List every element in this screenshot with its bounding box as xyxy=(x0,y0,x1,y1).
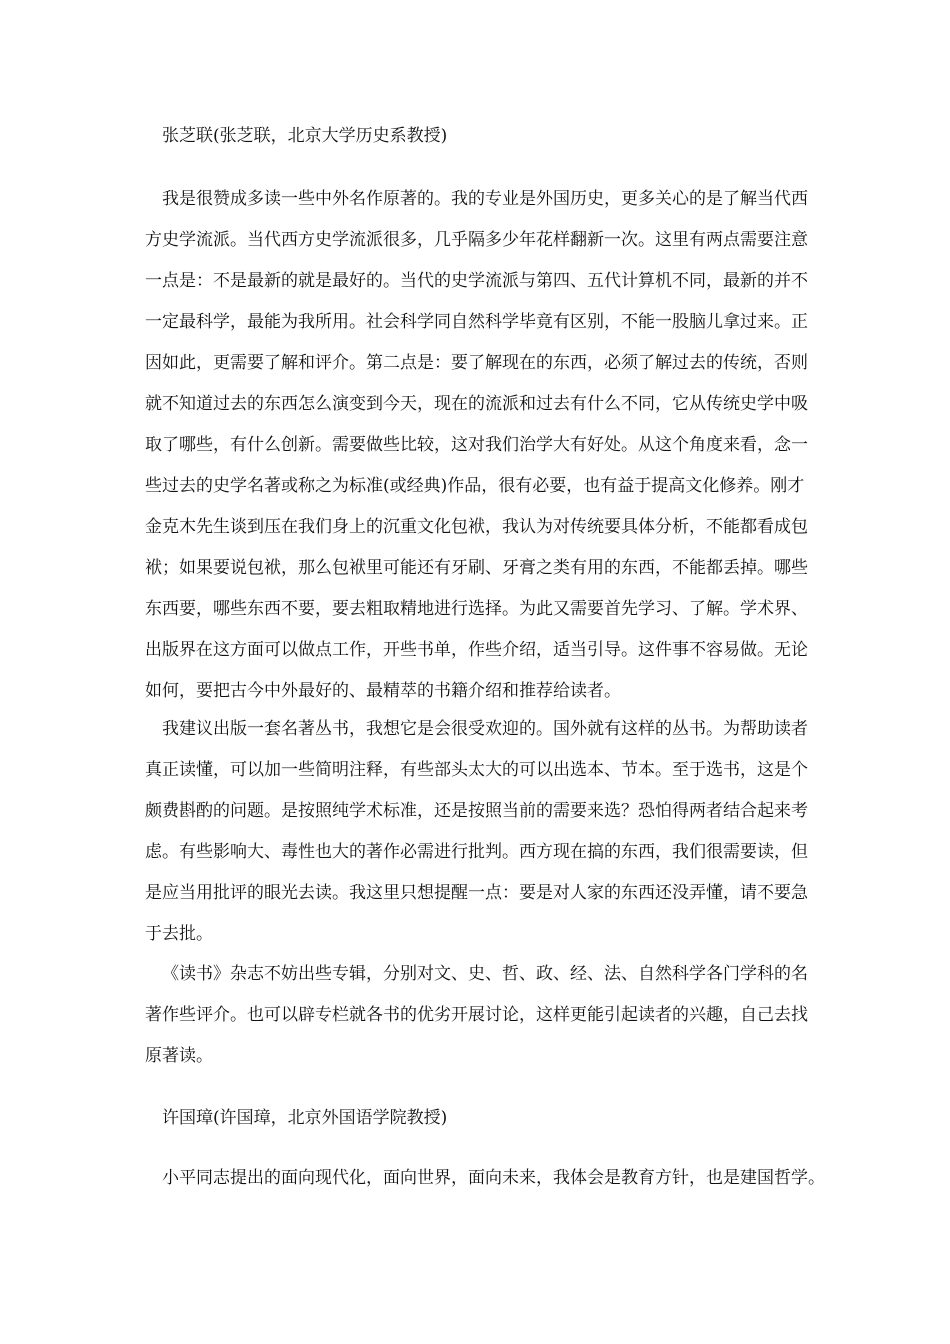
text-line: 方史学流派。当代西方史学流派很多，几乎隔多少年花样翻新一次。这里有两点需要注意 xyxy=(145,230,808,250)
text-line: 小平同志提出的面向现代化，面向世界，面向未来，我体会是教育方针，也是建国哲学。 xyxy=(162,1168,825,1188)
text-line: 原著读。 xyxy=(145,1046,213,1066)
text-line: 著作些评介。也可以辟专栏就各书的优劣开展讨论，这样更能引起读者的兴趣，自己去找 xyxy=(145,1005,808,1025)
text-line: 我建议出版一套名著丛书，我想它是会很受欢迎的。国外就有这样的丛书。为帮助读者 xyxy=(162,719,808,739)
text-line: 真正读懂，可以加一些简明注释，有些部头太大的可以出选本、节本。至于选书，这是个 xyxy=(145,760,808,780)
text-line: 东西要，哪些东西不要，要去粗取精地进行选择。为此又需要首先学习、了解。学术界、 xyxy=(145,599,808,619)
text-line: 袱；如果要说包袱，那么包袱里可能还有牙刷、牙膏之类有用的东西，不能都丢掉。哪些 xyxy=(145,558,808,578)
text-line: 《读书》杂志不妨出些专辑，分别对文、史、哲、政、经、法、自然科学各门学科的名 xyxy=(162,964,808,984)
text-line: 一点是：不是最新的就是最好的。当代的史学流派与第四、五代计算机不同，最新的并不 xyxy=(145,271,808,291)
text-line: 是应当用批评的眼光去读。我这里只想提醒一点：要是对人家的东西还没弄懂，请不要急 xyxy=(145,883,808,903)
text-line: 颇费斟酌的问题。是按照纯学术标准，还是按照当前的需要来选？恐怕得两者结合起来考 xyxy=(145,801,808,821)
text-line: 如何，要把古今中外最好的、最精萃的书籍介绍和推荐给读者。 xyxy=(145,681,621,701)
text-line: 虑。有些影响大、毒性也大的著作必需进行批判。西方现在搞的东西，我们很需要读，但 xyxy=(145,842,808,862)
text-line: 一定最科学，最能为我所用。社会科学同自然科学毕竟有区别，不能一股脑儿拿过来。正 xyxy=(145,312,808,332)
text-line: 取了哪些，有什么创新。需要做些比较，这对我们治学大有好处。从这个角度来看，念一 xyxy=(145,435,808,455)
text-line: 出版界在这方面可以做点工作，开些书单，作些介绍，适当引导。这件事不容易做。无论 xyxy=(145,640,808,660)
section-heading-zhang: 张芝联(张芝联，北京大学历史系教授) xyxy=(162,126,448,146)
text-line: 因如此，更需要了解和评介。第二点是：要了解现在的东西，必须了解过去的传统，否则 xyxy=(145,353,808,373)
text-line: 于去批。 xyxy=(145,924,213,944)
text-line: 我是很赞成多读一些中外名作原著的。我的专业是外国历史，更多关心的是了解当代西 xyxy=(162,189,808,209)
text-line: 金克木先生谈到压在我们身上的沉重文化包袱，我认为对传统要具体分析，不能都看成包 xyxy=(145,517,808,537)
section-heading-xu: 许国璋(许国璋，北京外国语学院教授) xyxy=(162,1108,448,1128)
text-line: 些过去的史学名著或称之为标准(或经典)作品，很有必要，也有益于提高文化修养。刚才 xyxy=(145,476,805,496)
text-line: 就不知道过去的东西怎么演变到今天，现在的流派和过去有什么不同，它从传统史学中吸 xyxy=(145,394,808,414)
